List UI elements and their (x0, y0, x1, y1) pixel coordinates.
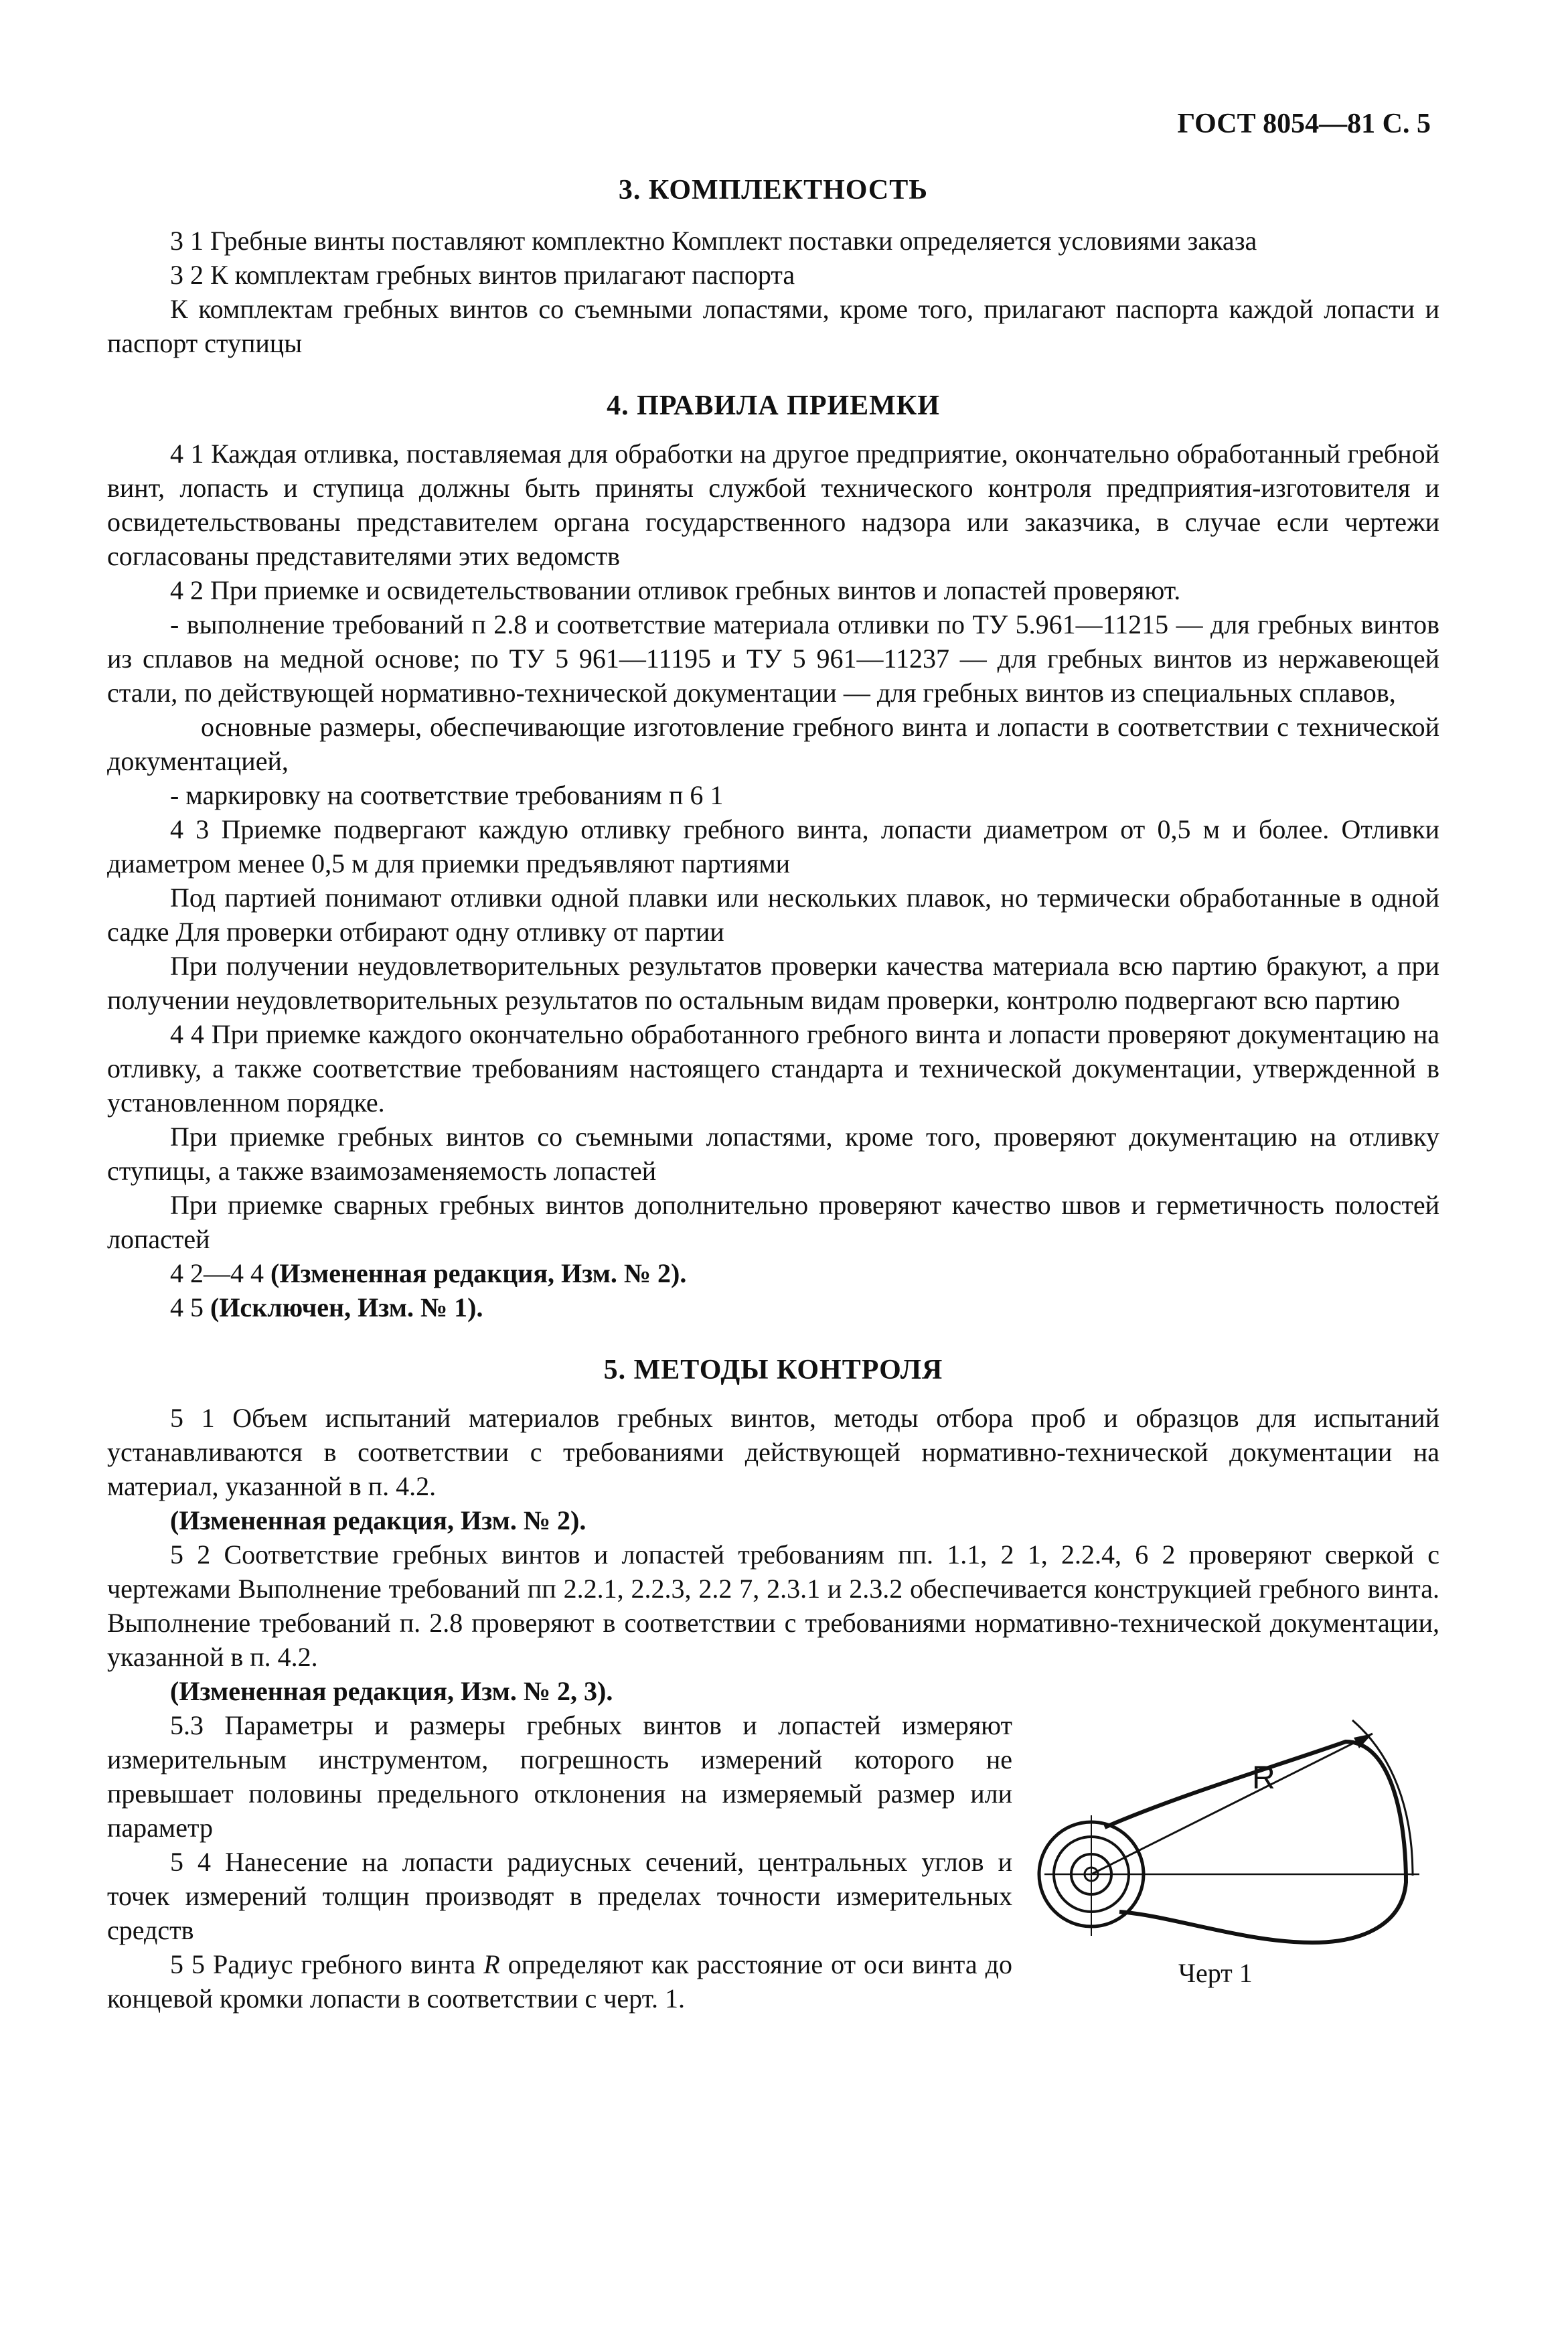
propeller-blade-drawing (1031, 1715, 1419, 1956)
revision-note-5-1: (Измененная редакция, Изм. № 2). (170, 1505, 586, 1535)
section-3-title: 3. КОМПЛЕКТНОСТЬ (618, 175, 929, 206)
revision-note-5-2: (Измененная редакция, Изм. № 2, 3). (170, 1676, 613, 1706)
revision-note-number: 4 5 (170, 1292, 204, 1322)
section-4-title: 4. ПРАВИЛА ПРИЕМКИ (607, 390, 940, 421)
para-3-2-cont: К комплектам гребных винтов со съемными лопастями, кроме того, прилагают паспорта каждой лопасти и паспорт ступицы (107, 294, 1439, 358)
revision-note-4-2-4-4 (107, 1256, 1439, 1290)
revision-note-text: (Исключен, Изм. № 1). (210, 1292, 483, 1322)
section-5-title: 5. МЕТОДЫ КОНТРОЛЯ (603, 1355, 943, 1385)
para-5-1: 5 1 Объем испытаний материалов гребных винтов, методы отбора проб и образцов для испытаний устанавливаются в соответствии с требованиями действующей нормативно-технической документации на материал, указанной в п. 4.2. (107, 1403, 1439, 1501)
para-4-3-cont-1: Под партией понимают отливки одной плавки или нескольких плавок, но термически обработанные в одной садке Для проверки отбирают одну отливку от партии (107, 883, 1439, 947)
para-5-2: 5 2 Соответствие гребных винтов и лопастей требованиям пп. 1.1, 2 1, 2.2.4, 6 2 проверяют сверкой с чертежами Выполнение требований пп 2.2.1, 2.2.3, 2.2 7, 2.3.1 и 2.3.2 обеспечивается конструкцией гребного винта. Выполнение требований п. 2.8 проверяют в соответствии с требованиями нормативно-технической документации, указанной в п. 4.2. (107, 1539, 1439, 1672)
para-4-4-cont-1: При приемке гребных винтов со съемными лопастями, кроме того, проверяют документацию на отливку ступицы, а также взаимозаменяемость лопастей (107, 1122, 1439, 1186)
para-5-3: 5.3 Параметры и размеры гребных винтов и лопастей измеряют измерительным инструментом, погрешность измерений которого не превышает половины предельного отклонения на измеряемый размер или параметр (107, 1710, 1012, 1843)
revision-note-text: (Измененная редакция, Изм. № 2). (270, 1258, 687, 1288)
figure-1 (1031, 1708, 1439, 2016)
para-4-2-item-1: - выполнение требований п 2.8 и соответствие материала отливки по ТУ 5.961—11215 — для гребных винтов из сплавов на медной основе; по ТУ 5 961—11195 и ТУ 5 961—11237 — для гребных винтов из нержавеющей стали, по действующей нормативно-технической документации — для гребных винтов из специальных сплавов, (107, 609, 1439, 708)
para-4-4: 4 4 При приемке каждого окончательно обработанного гребного винта и лопасти проверяют документацию на отливку, а также соответствие требованиям настоящего стандарта и технической документации, утвержденной в установленном порядке. (107, 1019, 1439, 1118)
page-header: ГОСТ 8054—81 С. 5 (1177, 108, 1431, 139)
revision-note-4-5 (107, 1290, 1439, 1324)
para-4-4-cont-2: При приемке сварных гребных винтов дополнительно проверяют качество швов и герметичность полостей лопастей (107, 1190, 1439, 1254)
para-3-2: 3 2 К комплектам гребных винтов прилагают паспорта (170, 260, 795, 290)
figure-caption: Черт 1 (1178, 1958, 1253, 1988)
revision-note-number: 4 2—4 4 (170, 1258, 264, 1288)
figure-row (107, 1708, 1439, 2016)
para-4-3: 4 3 Приемке подвергают каждую отливку гребного винта, лопасти диаметром от 0,5 м и более. Отливки диаметром менее 0,5 м для приемки предъявляют партиями (107, 814, 1439, 879)
para-5-5: 5 5 Радиус гребного винта R определяют как расстояние от оси винта до концевой кромки лопасти в соответствии с черт. 1. (107, 1949, 1012, 2014)
para-4-2: 4 2 При приемке и освидетельствовании отливок гребных винтов и лопастей проверяют. (170, 575, 1181, 605)
para-4-3-cont-2: При получении неудовлетворительных результатов проверки качества материала всю партию бракуют, а при получении неудовлетворительных результатов по остальным видам проверки, контролю подвергают всю партию (107, 951, 1439, 1015)
radius-label: R (1252, 1760, 1275, 1796)
para-5-4: 5 4 Нанесение на лопасти радиусных сечений, центральных углов и точек измерений толщин производят в пределах точности измерительных средств (107, 1847, 1012, 1945)
radius-variable: R (483, 1949, 500, 1979)
para-4-2-item-2: основные размеры, обеспечивающие изготовление гребного винта и лопасти в соответствии с технической документацией, (107, 712, 1439, 776)
radius-line (1091, 1734, 1373, 1874)
para-4-1: 4 1 Каждая отливка, поставляемая для обработки на другое предприятие, окончательно обработанный гребной винт, лопасть и ступица должны быть приняты службой технического контроля предприятия-изготовителя и освидетельствованы представителем органа государственного надзора или заказчика, в случае если чертежи согласованы представителями этих ведомств (107, 439, 1439, 571)
document-body (107, 169, 1439, 2016)
figure-side-text (107, 1708, 1012, 2016)
para-4-2-item-3: - маркировку на соответствие требованиям п 6 1 (170, 780, 724, 810)
para-3-1: 3 1 Гребные винты поставляют комплектно Комплект поставки определяется условиями заказа (170, 226, 1257, 256)
